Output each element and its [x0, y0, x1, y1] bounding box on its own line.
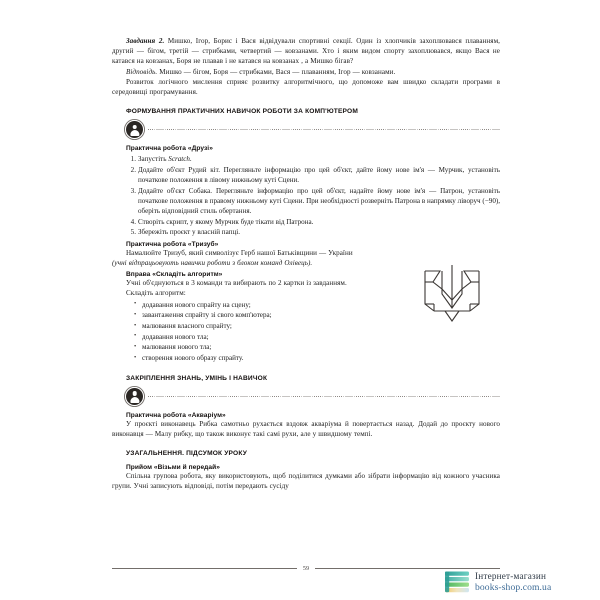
list-item: Додайте об'єкт Собака. Перегляньте інформацію про цей об'єкт, надайте йому нове ім'я — Патрон, установіть початкове положення в правому нижньому куті Сцени. При необхідності розверніть Патрона в напрямку ліворуч (−90), оберіть відповідний стиль обертання. [138, 186, 500, 216]
practical-friends-title: Практична робота «Друзі» [126, 145, 213, 153]
practical-trident-title: Практична робота «Тризуб» [126, 240, 219, 248]
task-answer [112, 67, 500, 77]
exercise-algorithm-intro: Учні об'єднуються в 3 команди та вибирають по 2 картки із завданням. [126, 279, 347, 288]
practical-trident-body: Намалюйте Тризуб, який символізує Герб нашої Батьківщини — України [126, 248, 353, 257]
page-number: 59 [302, 565, 310, 572]
list-item: • завантаження спрайту зі свого комп'ютера; [134, 310, 500, 320]
list-item: • малювання власного спрайту; [134, 321, 500, 331]
list-item: Запустіть Scratch. [138, 155, 192, 164]
exercise-algorithm-title: Вправа «Складіть алгоритм» [126, 271, 223, 279]
section-heading-summary: УЗАГАЛЬНЕННЯ. ПІДСУМОК УРОКУ [126, 450, 248, 458]
shop-title: Інтернет-магазин [475, 570, 547, 581]
list-item: Додайте об'єкт Рудий кіт. Перегляньте інформацію про цей об'єкт, дайте йому нове ім'я — Мурчик, установіть початкове положення в лівому нижньому куті Сцени. [138, 165, 500, 185]
footer-rule-left [112, 568, 297, 569]
ukraine-trident-icon [419, 264, 485, 322]
shop-url[interactable]: books-shop.com.ua [475, 581, 552, 593]
footer-rule-right [315, 568, 500, 569]
list-item: • створення нового образу спрайту. [134, 353, 500, 363]
answer-label: Відповідь. [126, 67, 158, 76]
shop-watermark[interactable] [444, 570, 551, 594]
list-item: Створіть скрипт, у якому Мурчик буде тікати від Патрона. [138, 217, 314, 226]
section-heading-practice-skills: ФОРМУВАННЯ ПРАКТИЧНИХ НАВИЧОК РОБОТИ ЗА КОМП'ЮТЕРОМ [126, 108, 358, 116]
books-stack-icon [444, 570, 470, 594]
section-divider-practice-skills [126, 121, 500, 138]
teacher-avatar-icon [126, 121, 143, 138]
teacher-avatar-icon [126, 388, 143, 405]
step1-italic: Scratch. [168, 155, 192, 164]
practical-aquarium-title: Практична робота «Акваріум» [126, 411, 226, 419]
task-body: Мишко, Ігор, Борис і Вася відвідували спортивні секції. Один із хлопчиків захоплювався плаванням, другий — бігом, третій — стрибками, четвертий — ковзанами. Хто і яким видом спорту захоплювався, якщо Вася не катався на ковзанах, Боря не плавав і не катався на ковзанах , а Мишко бігав? [112, 37, 500, 66]
exercise-algorithm-prompt: Складіть алгоритм: [126, 289, 186, 298]
list-item: • додавання нового тла; [134, 332, 500, 342]
list-item: Збережіть проєкт у власній папці. [138, 228, 240, 237]
practical-aquarium-body: У проєкті виконавець Рибка самотньо рухається вздовж акваріума й повертається назад. Додай до проєкту нового виконавця — Малу рибку, що також виконує такі самі рухи, але у швидшому темпі. [112, 419, 500, 438]
dotted-rule [148, 129, 500, 131]
task-closing: Розвиток логічного мислення сприяє розвитку алгоритмічного, що допоможе вам швидко складати програми в середовищі програмування. [112, 77, 500, 97]
practical-trident-note: (учні відпрацьовують навички роботи з блоком команд Олівець). [112, 259, 313, 267]
technique-body: Спільна групова робота, яку використовують, щоб поділитися думками або зібрати інформацію від кожного учасника групи. Учні записують відповіді, потім передають сусіду [112, 472, 500, 491]
dotted-rule [148, 395, 500, 397]
page-footer [112, 565, 500, 572]
task-label: Завдання 2. [126, 37, 165, 45]
answer-body: Мишко — бігом, Боря — стрибками, Вася — плаванням, Ігор — ковзанами. [157, 67, 396, 76]
list-item: • малювання нового тла; [134, 342, 500, 352]
shop-text [475, 572, 551, 593]
section-divider-consolidation [126, 388, 500, 405]
practical-friends-steps [112, 154, 500, 237]
section-heading-consolidation: ЗАКРІПЛЕННЯ ЗНАНЬ, УМІНЬ І НАВИЧОК [126, 374, 268, 382]
list-item: • додавання нового спрайту на сцену; [134, 300, 500, 310]
task-paragraph [112, 36, 500, 67]
technique-title: Прийом «Візьми й передай» [126, 464, 220, 472]
